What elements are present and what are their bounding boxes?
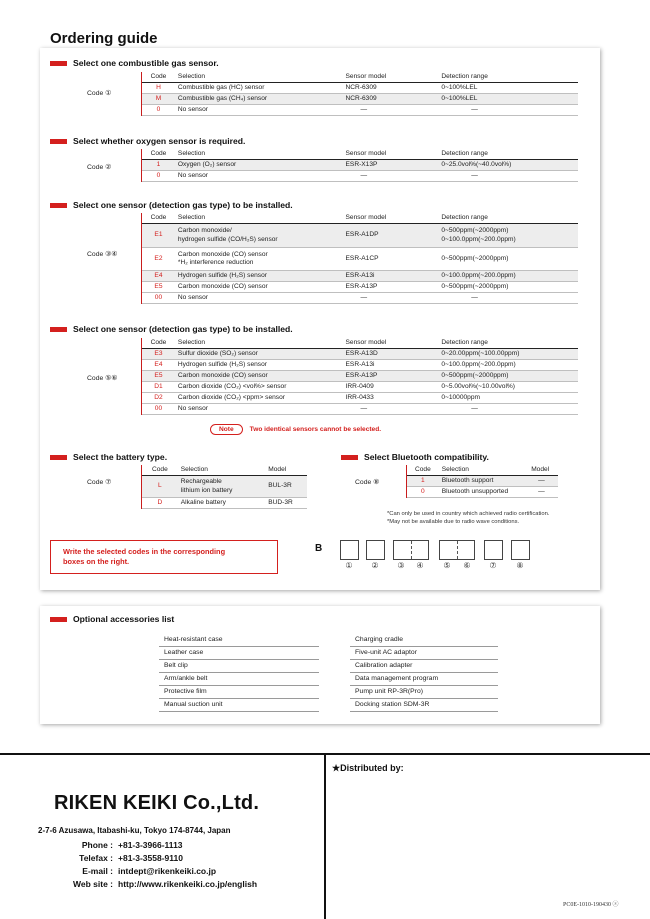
section-heading-combustible: [50, 58, 219, 68]
table-row[interactable]: 0 Bluetooth unsupported —: [407, 487, 558, 498]
list-item: Docking station SDM-3R: [350, 699, 498, 712]
table-row[interactable]: 00 No sensor — —: [142, 404, 578, 415]
phone-line: Phone : +81-3-3966-1113: [81, 840, 183, 850]
list-item: Five-unit AC adaptor: [350, 647, 498, 660]
section-marker: [50, 61, 67, 66]
position-label: ⑦: [489, 561, 497, 570]
accessories-right-list: [350, 634, 498, 712]
list-item: Belt clip: [159, 660, 319, 673]
list-item: Calibration adapter: [350, 660, 498, 673]
code-box-1[interactable]: [340, 540, 359, 560]
section-heading-bluetooth: [341, 452, 489, 462]
section-heading-oxygen: [50, 136, 245, 146]
contact-block: [38, 839, 257, 891]
section-marker: [341, 455, 358, 460]
website-line: Web site : http://www.rikenkeiki.co.jp/english: [73, 879, 258, 889]
table-row[interactable]: D1 Carbon dioxide (CO₂) <vol%> sensor IRR-0409 0~5.00vol%(~10.00vol%): [142, 382, 578, 393]
table-row[interactable]: 0 No sensor — —: [142, 171, 578, 182]
footer-vertical-divider: [324, 755, 326, 919]
note-tag: Note: [210, 424, 243, 435]
code-box-7[interactable]: [484, 540, 503, 560]
document-code: PC0E-1010-190430 ⓢ: [563, 902, 619, 908]
table-row[interactable]: E5 Carbon monoxide (CO) sensor ESR-A13P 0~500ppm(~2000ppm): [142, 371, 578, 382]
section-marker: [50, 617, 67, 622]
code-label: Code ③④: [87, 251, 118, 258]
table-row[interactable]: D2 Carbon dioxide (CO₂) <ppm> sensor IRR-0433 0~10000ppm: [142, 393, 578, 404]
battery-table: [141, 465, 307, 509]
section-heading-sensor-56: [50, 324, 293, 334]
position-label: ⑧: [516, 561, 524, 570]
position-label: ④: [416, 561, 424, 570]
list-item: Heat-resistant case: [159, 634, 319, 647]
position-label: ⑤: [443, 561, 451, 570]
position-label: ②: [371, 561, 379, 570]
list-item: Pump unit RP-3R(Pro): [350, 686, 498, 699]
list-item: Data management program: [350, 673, 498, 686]
instruction-box: Write the selected codes in the corresponding boxes on the right.: [50, 540, 278, 574]
bluetooth-footnotes: *Can only be used in country which achieved radio certification. *May not be available due to radio wave conditions.: [387, 511, 550, 525]
note-text: Two identical sensors cannot be selected.: [249, 426, 382, 433]
table-row[interactable]: 00 No sensor — —: [142, 293, 578, 304]
section-heading-sensor-34: [50, 200, 293, 210]
position-label: ①: [345, 561, 353, 570]
section-heading-text: Optional accessories list: [73, 614, 175, 624]
code-label: Code ⑦: [87, 479, 112, 486]
code-box-2[interactable]: [366, 540, 385, 560]
section-heading-text: Select whether oxygen sensor is required.: [73, 136, 246, 146]
identical-sensor-note: [210, 424, 381, 435]
section-heading-text: Select the battery type.: [73, 452, 168, 462]
list-item: Manual suction unit: [159, 699, 319, 712]
table-row[interactable]: 0 No sensor — —: [142, 105, 578, 116]
code-label: Code ①: [87, 90, 112, 97]
email-link[interactable]: intdept@rikenkeiki.co.jp: [118, 866, 217, 876]
table-row[interactable]: E4 Hydrogen sulfide (H₂S) sensor ESR-A13i 0~100.0ppm(~200.0ppm): [142, 360, 578, 371]
list-item: Protective film: [159, 686, 319, 699]
telefax-line: Telefax : +81-3-3558-9110: [79, 853, 183, 863]
email-line: E-mail : intdept@rikenkeiki.co.jp: [82, 866, 217, 876]
sensor-34-table: [141, 213, 578, 304]
sensor-56-table: [141, 338, 578, 415]
list-item: Leather case: [159, 647, 319, 660]
table-row[interactable]: E4 Hydrogen sulfide (H₂S) sensor ESR-A13i 0~100.0ppm(~200.0ppm): [142, 271, 578, 282]
table-row[interactable]: E1 Carbon monoxide/ hydrogen sulfide (CO/H₂S) sensor ESR-A1DP 0~500ppm(~2000ppm) 0~100.0ppm(~200.0ppm): [142, 224, 578, 248]
table-header: Code Selection Sensor model Detection range: [142, 338, 578, 349]
table-row[interactable]: E5 Carbon monoxide (CO) sensor ESR-A13P 0~500ppm(~2000ppm): [142, 282, 578, 293]
section-heading-text: Select one sensor (detection gas type) to be installed.: [73, 200, 293, 210]
table-row[interactable]: E3 Sulfur dioxide (SO₂) sensor ESR-A13D 0~20.00ppm(~100.00ppm): [142, 349, 578, 360]
ordering-card: [40, 48, 600, 590]
page-title: Ordering guide: [50, 30, 158, 47]
company-address: 2-7-6 Azusawa, Itabashi-ku, Tokyo 174-8744, Japan: [38, 826, 231, 835]
section-heading-accessories: [50, 614, 174, 624]
code-label: Code ⑧: [355, 479, 380, 486]
list-item: Arm/ankle belt: [159, 673, 319, 686]
distributed-by: ★Distributed by:: [332, 763, 404, 773]
code-label: Code ⑤⑥: [87, 375, 118, 382]
position-label: ③: [397, 561, 405, 570]
section-marker: [50, 455, 67, 460]
company-name: RIKEN KEIKI Co.,Ltd.: [54, 792, 260, 814]
section-marker: [50, 327, 67, 332]
section-marker: [50, 203, 67, 208]
code-box-34[interactable]: [393, 540, 429, 560]
section-heading-text: Select one sensor (detection gas type) to be installed.: [73, 324, 293, 334]
table-row[interactable]: L Rechargeable lithium ion battery BUL-3R: [142, 476, 307, 498]
code-box-8[interactable]: [511, 540, 530, 560]
section-marker: [50, 139, 67, 144]
code-label: Code ②: [87, 164, 112, 171]
table-row[interactable]: 1 Bluetooth support —: [407, 476, 558, 487]
oxygen-table: [141, 149, 578, 182]
website-link[interactable]: http://www.rikenkeiki.co.jp/english: [118, 879, 258, 889]
table-header: Code Selection Model: [142, 465, 307, 476]
table-row[interactable]: E2 Carbon monoxide (CO) sensor *H₂ interference reduction ESR-A1CP 0~500ppm(~2000ppm): [142, 248, 578, 271]
table-row[interactable]: H Combustible gas (HC) sensor NCR-6309 0~100%LEL: [142, 83, 578, 94]
section-heading-battery: [50, 452, 167, 462]
table-row[interactable]: 1 Oxygen (O₂) sensor ESR-X13P 0~25.0vol%(~40.0vol%): [142, 160, 578, 171]
table-header: Code Selection Sensor model Detection range: [142, 213, 578, 224]
combustible-table: [141, 72, 578, 116]
table-row[interactable]: D Alkaline battery BUD-3R: [142, 498, 307, 509]
table-row[interactable]: M Combustible gas (CH₄) sensor NCR-6309 0~100%LEL: [142, 94, 578, 105]
section-heading-text: Select Bluetooth compatibility.: [364, 452, 489, 462]
table-header: Code Selection Sensor model Detection range: [142, 72, 578, 83]
bluetooth-table: [406, 465, 558, 498]
table-header: Code Selection Model: [407, 465, 558, 476]
position-label: ⑥: [463, 561, 471, 570]
model-prefix: B: [315, 543, 323, 554]
table-header: Code Selection Sensor model Detection range: [142, 149, 578, 160]
accessories-left-list: [159, 634, 319, 712]
list-item: Charging cradle: [350, 634, 498, 647]
code-box-56[interactable]: [439, 540, 475, 560]
section-heading-text: Select one combustible gas sensor.: [73, 58, 219, 68]
